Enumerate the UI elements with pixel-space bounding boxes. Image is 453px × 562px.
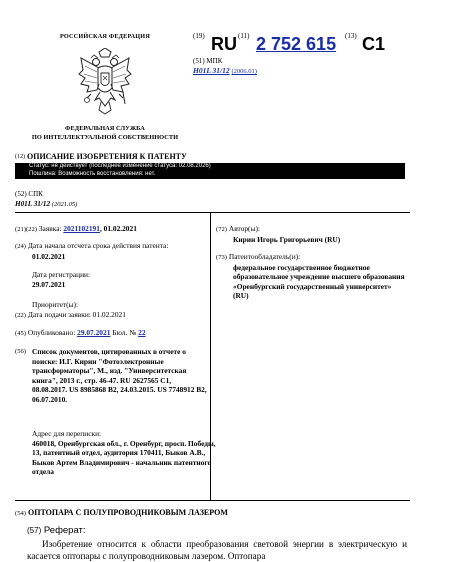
invention-code: (54) <box>15 510 26 517</box>
code-11: (11) <box>238 32 250 40</box>
agency-line-1: ФЕДЕРАЛЬНАЯ СЛУЖБА <box>65 125 145 132</box>
invention-title-text: ОПТОПАРА С ПОЛУПРОВОДНИКОВЫМ ЛАЗЕРОМ <box>28 508 228 517</box>
correspondence-address: 460018, Оренбургская обл., г. Оренбург, просп. Победы, 13, патентный отдел, аудитория 170411, Быков А.В., Быков Артем Владимирович - начальник патентного отдела <box>32 438 216 477</box>
start-date-value: 01.02.2021 <box>32 251 66 261</box>
abstract-label: Реферат: <box>43 525 86 536</box>
table-top-rule <box>15 212 410 213</box>
invention-title <box>15 508 228 517</box>
country-title: РОССИЙСКАЯ ФЕДЕРАЦИЯ <box>59 33 150 40</box>
abstract-heading <box>27 525 86 536</box>
fee-line: Пошлина: Возможность восстановления: нет. <box>29 170 156 177</box>
application-date: , 01.02.2021 <box>99 224 137 233</box>
publication-date-link[interactable]: 29.07.2021 <box>77 328 111 337</box>
spk-label: (52) СПК <box>15 190 43 198</box>
author-field <box>216 224 406 244</box>
code-19: (19) <box>193 32 205 40</box>
title-text: ОПИСАНИЕ ИЗОБРЕТЕНИЯ К ПАТЕНТУ <box>27 152 187 161</box>
owner-code: (73) <box>216 254 227 261</box>
filing-code: (22) <box>15 312 26 319</box>
owner-label: Патентообладатель(и): <box>228 252 301 261</box>
correspondence-label: Адрес для переписки: <box>32 429 102 438</box>
registration-label: Дата регистрации: <box>32 270 91 279</box>
patent-number-link[interactable]: 2 752 615 <box>256 34 337 54</box>
application-field <box>15 224 208 235</box>
mpk-version-link[interactable]: (2006.01) <box>231 68 257 75</box>
filing-label: Дата подачи заявки: 01.02.2021 <box>27 310 126 319</box>
application-number-link[interactable]: 2021102191 <box>63 224 100 233</box>
spk-code: H01L 31/12 <box>15 200 51 208</box>
cited-documents-field <box>15 347 208 405</box>
registration-field <box>15 270 225 289</box>
agency-line-2: ПО ИНТЕЛЛЕКТУАЛЬНОЙ СОБСТВЕННОСТИ <box>31 134 179 141</box>
application-label: Заявка: <box>38 224 62 233</box>
mpk-value <box>193 66 257 75</box>
author-label: Автор(ы): <box>228 224 260 233</box>
abstract-text: Изобретение относится к области преобразования световой энергии в электрическую и касается оптопары с полупроводниковым лазером. Оптопара <box>27 539 407 561</box>
correspondence-field <box>15 429 225 477</box>
cited-documents-text: Список документов, цитированных в отчете о поиске: И.Г. Кирин "Фотоэлектронные трансформаторы", М., изд. "Университетская книга", 2013 г., стр. 46-47. RU 2627565 C1, 08.08.2017. US 8985868 B2, 24.03.2015. US 7748912 B2, 06.07.2010. <box>32 347 207 404</box>
agency-name <box>15 124 195 142</box>
code-13: (13) <box>345 32 357 40</box>
author-code: (72) <box>216 226 227 233</box>
country-code: RU <box>211 34 237 54</box>
patent-number-line <box>193 30 453 56</box>
bulletin-number-link[interactable]: 22 <box>138 328 146 337</box>
registration-date: 29.07.2021 <box>32 279 66 289</box>
abstract-code: (57) <box>27 526 42 535</box>
author-name: Кирин Игорь Григорьевич (RU) <box>233 234 341 244</box>
kind-code: C1 <box>362 34 386 54</box>
publication-code: (45) <box>15 330 26 337</box>
table-bottom-rule <box>15 500 410 501</box>
mpk-code-link[interactable]: H01L 31/12 <box>193 66 230 75</box>
title-code: (12) <box>15 154 25 160</box>
application-code: (21)(22) <box>15 226 37 233</box>
status-line: Статус: не действует (последнее изменение статуса: 02.08.2026) <box>29 163 211 169</box>
owner-text: федеральное государственное бюджетное образовательное учреждение высшего образования «Оренбургский государственный университет» (RU) <box>233 262 405 301</box>
owner-field <box>216 252 406 301</box>
start-date-label: Дата начала отсчета срока действия патента: <box>27 241 169 250</box>
bulletin-label: Бюл. № <box>112 328 137 337</box>
coat-of-arms-emblem <box>77 48 133 120</box>
status-bar <box>15 163 405 179</box>
start-date-code: (24) <box>15 243 26 250</box>
mpk-label: (51) МПК <box>193 57 223 65</box>
spk-version: (2021.05) <box>51 201 78 208</box>
spk-value <box>15 200 77 208</box>
start-date-field <box>15 241 208 261</box>
filing-date-field <box>15 310 208 321</box>
document-title <box>15 152 187 161</box>
publication-label: Опубликовано: <box>27 328 76 337</box>
cited-documents-code: (56) <box>15 348 26 355</box>
priority-label: Приоритет(ы): <box>32 300 79 309</box>
publication-field <box>15 328 208 339</box>
